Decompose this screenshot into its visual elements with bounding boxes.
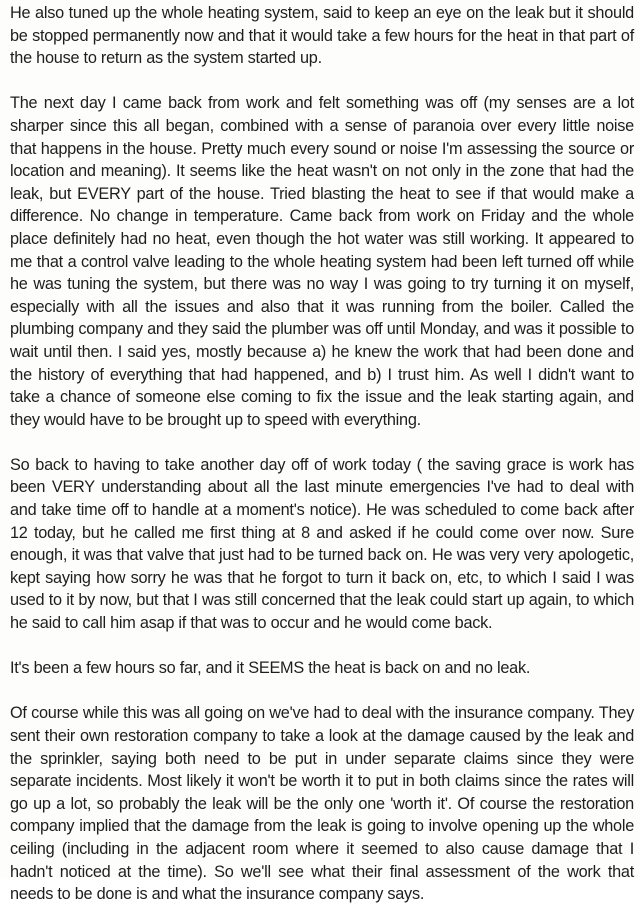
paragraph-no-heat: The next day I came back from work and felt something was off (my senses are a lot sharper since this all began, combined with a sense of paranoia over every little noise that happens in the house. Pretty much every sound or noise I'm assessing the source or location and meaning). It seems like the heat wasn't on not only in the zone that had the leak, but EVERY part of the house. Tried blasting the heat to see if that would make a difference. No change in temperature. Came back from work on Friday and the whole place definitely had no heat, even though the hot water was still working. It appeared to me that a control valve leading to the whole heating system had been left turned off while he was tuning the system, but there was no way I was going to try turning it on myself, especially with all the issues and also that it was running from the boiler. Called the plumbing company and they said the plumber was off until Monday, and was it possible to wait until then. I said yes, mostly because a) he knew the work that had been done and the history of everything that had happened, and b) I trust him. As well I didn't want to take a chance of someone else coming to fix the issue and the leak starting again, and they would have to be brought up to speed with everything.	[10, 94, 634, 429]
paragraph-heating-tune-up: He also tuned up the whole heating system, said to keep an eye on the leak but it should be stopped permanently now and that it would take a few hours for the heat in that part of the house to return as the system started up.	[10, 4, 634, 68]
paragraph-heat-back: It's been a few hours so far, and it SEEMS the heat is back on and no leak.	[10, 659, 531, 678]
paragraph-insurance: Of course while this was all going on we've had to deal with the insurance company. They sent their own restoration company to take a look at the damage caused by the leak and the sprinkler, saying both need to be put in under separate claims since they were separate incidents. Most likely it won't be worth it to put in both claims since the rates will go up a lot, so probably the leak will be the only one 'worth it'. Of course the restoration company implied that the damage from the leak is going to involve opening up the whole ceiling (including in the adjacent room where it seemed to also cause damage that I hadn't noticed at the time). So we'll see what their final assessment of the work that needs to be done is and what the insurance company says.	[10, 704, 634, 904]
paragraph-valve-fixed: So back to having to take another day off of work today ( the saving grace is work has been VERY understanding about all the last minute emergencies I've had to deal with and take time off to handle at a moment's notice). He was scheduled to come back after 12 today, but he called me first thing at 8 and asked if he could come over now. Sure enough, it was that valve that just had to be turned back on. He was very very apologetic, kept saying how sorry he was that he forgot to turn it back on, etc, to which I said I was used to it by now, but that I was still concerned that the leak could start up again, to which he said to call him asap if that was to occur and he would come back.	[10, 455, 634, 633]
